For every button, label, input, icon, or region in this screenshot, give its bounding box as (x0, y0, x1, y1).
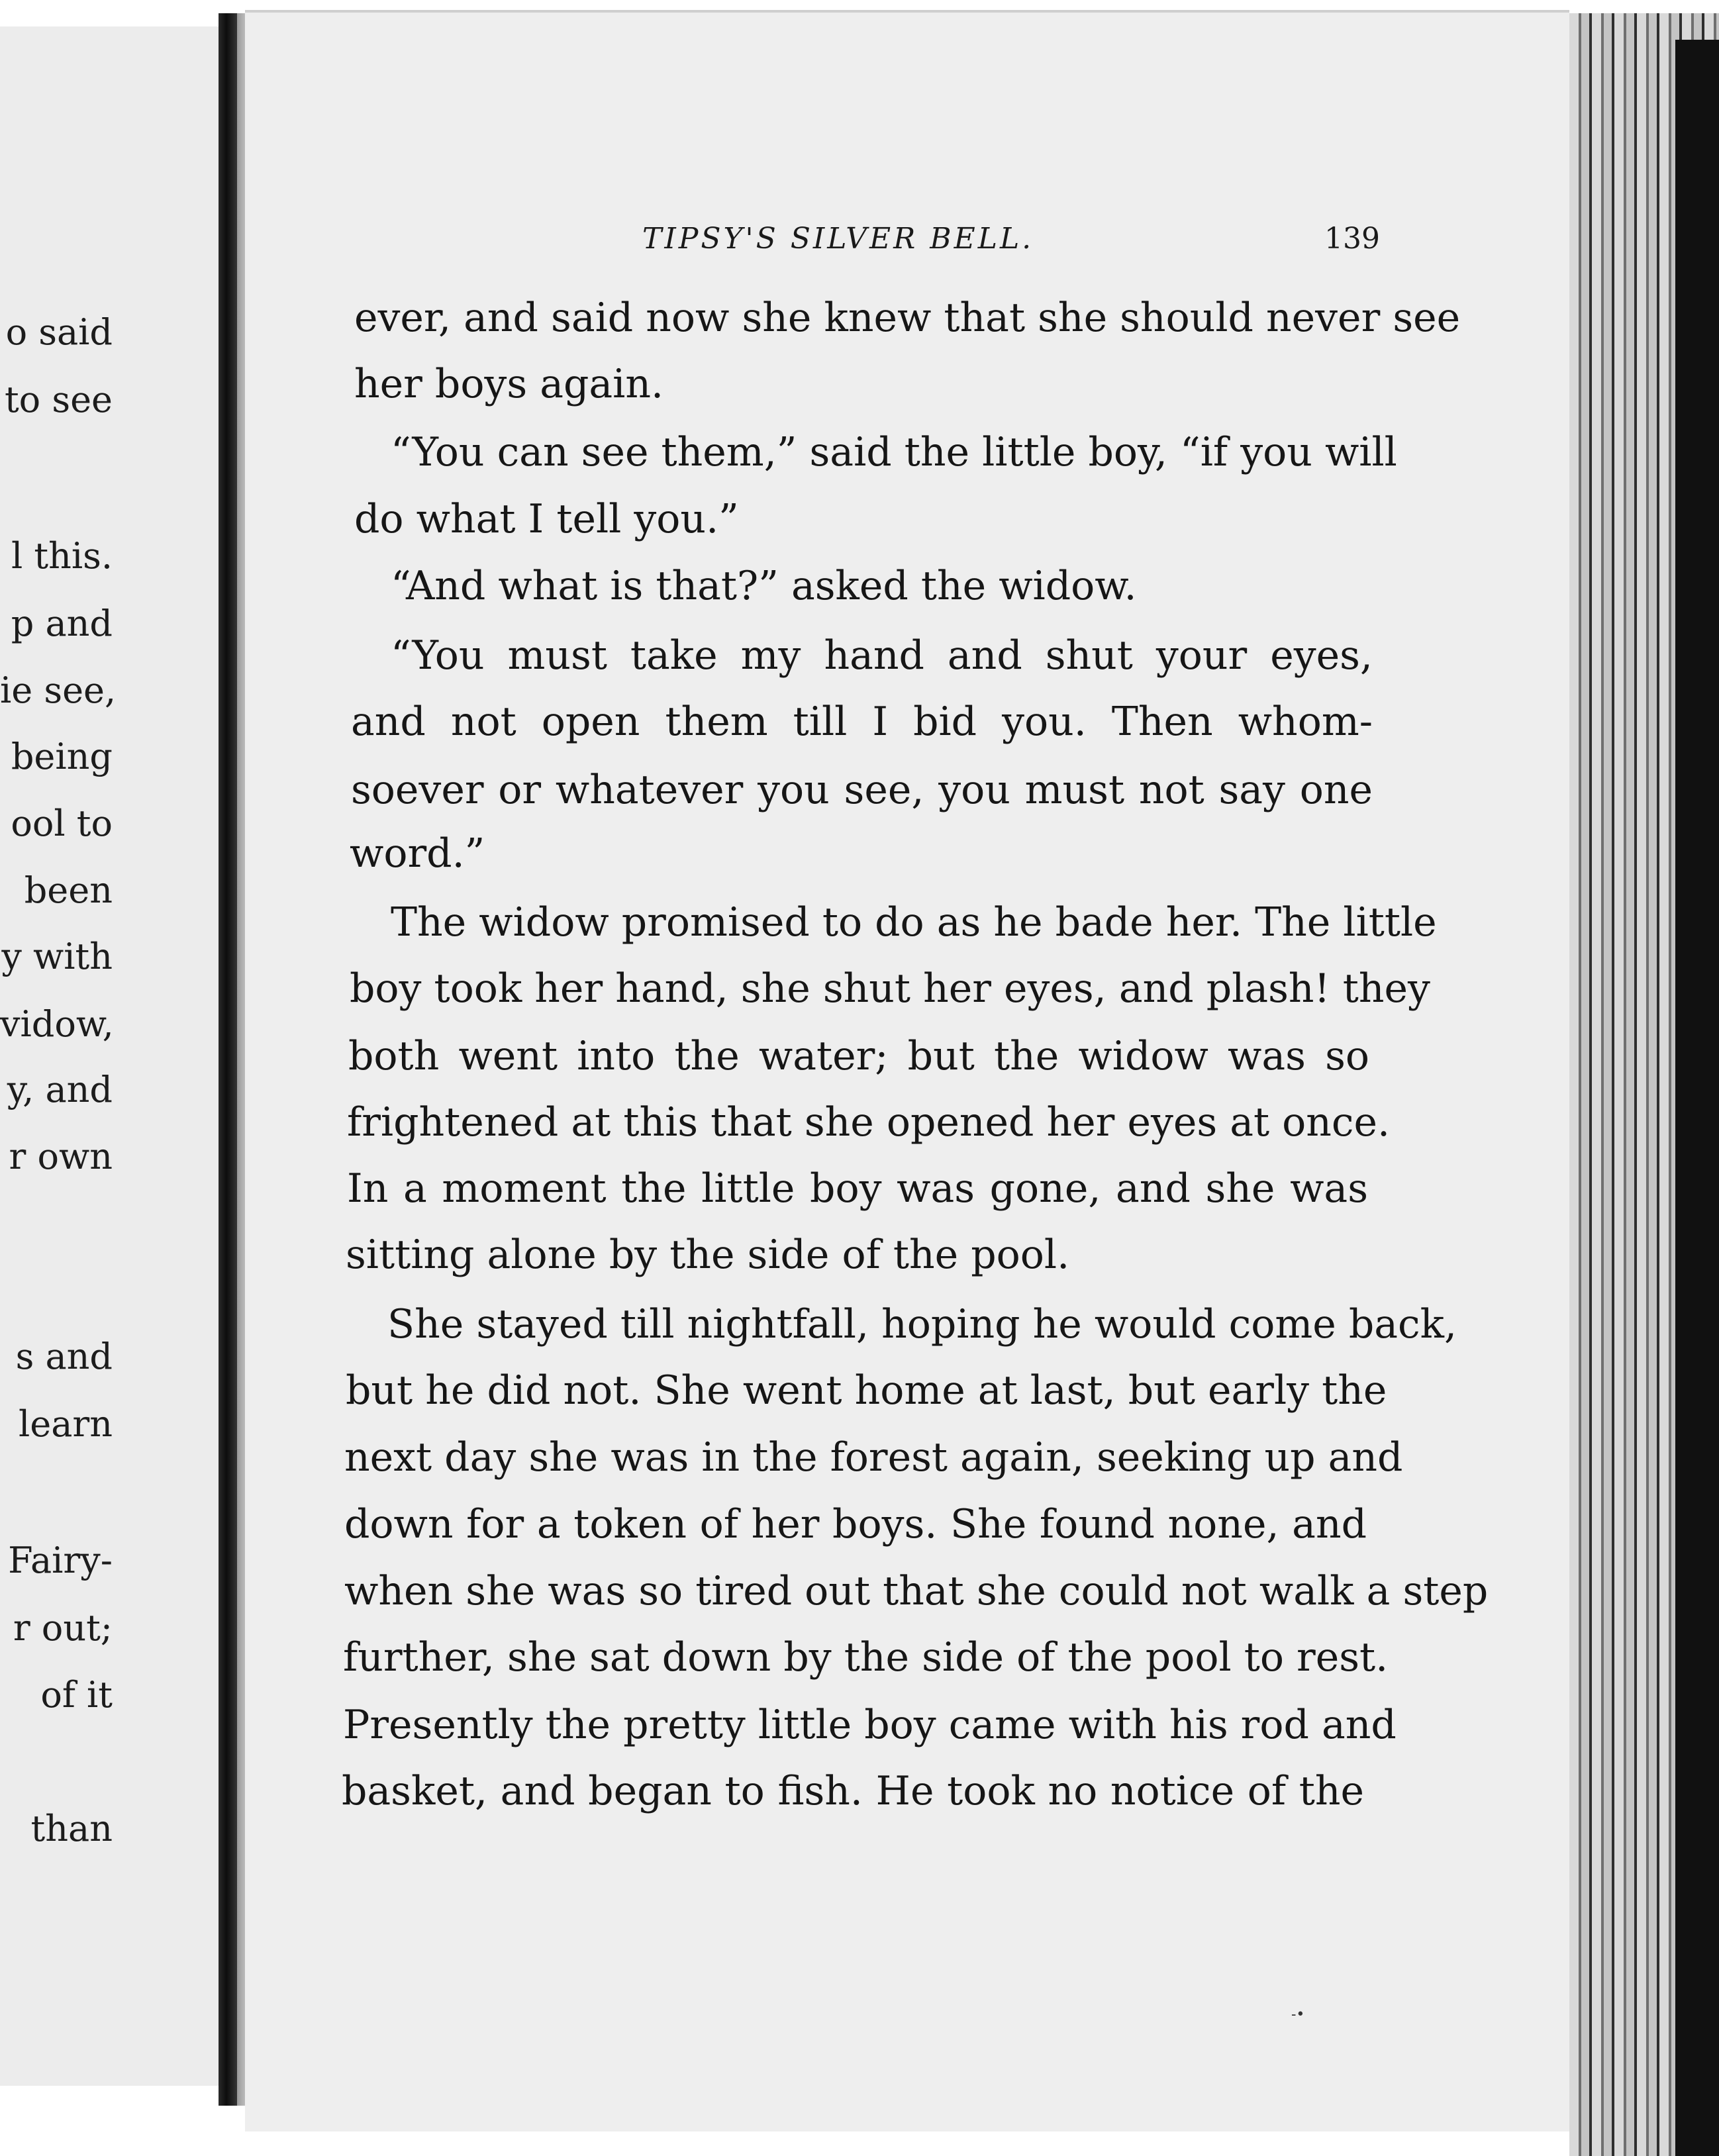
text-line: but he did not. She went home at last, but early the (346, 1367, 1387, 1414)
text-line: basket, and began to fish. He took no notice of the (342, 1768, 1364, 1814)
left-line: been (24, 869, 113, 911)
text-line: sitting alone by the side of the pool. (346, 1232, 1070, 1278)
printer-mark: -• (1291, 2006, 1305, 2023)
left-line: s and (15, 1336, 113, 1377)
left-line: y with (1, 936, 113, 977)
left-line: than (30, 1808, 113, 1849)
left-line: y, and (7, 1069, 113, 1110)
text-line: do what I tell you.” (354, 496, 739, 542)
left-line: learn (18, 1403, 113, 1445)
text-line: soever or whatever you see, you must not say one (351, 767, 1373, 813)
left-page (0, 26, 232, 2086)
left-line: vidow, (0, 1003, 114, 1045)
cover-edge (1675, 40, 1719, 2156)
left-line: Fairy- (8, 1540, 113, 1581)
text-line: “You can see them,” said the little boy, “if you will (391, 429, 1397, 475)
left-line: being (11, 736, 113, 777)
text-line: word.” (350, 830, 485, 877)
left-line: r own (9, 1136, 113, 1177)
text-line: The widow promised to do as he bade her. The little (391, 899, 1437, 946)
text-line: Presently the pretty little boy came with his rod and (343, 1702, 1397, 1748)
page-number: 139 (1324, 222, 1380, 256)
text-line: “And what is that?” asked the widow. (391, 563, 1137, 609)
text-line: and not open them till I bid you. Then whom- (351, 699, 1373, 745)
left-line: to see (4, 379, 113, 420)
text-line: next day she was in the forest again, seeking up and (344, 1434, 1403, 1481)
running-head: TIPSY'S SILVER BELL. (642, 222, 1034, 256)
text-line: frightened at this that she opened her eyes at once. (347, 1099, 1391, 1146)
text-line: further, she sat down by the side of the pool to rest. (343, 1634, 1389, 1681)
left-page-text (0, 26, 232, 2086)
text-line: both went into the water; but the widow was so (348, 1033, 1369, 1079)
text-line: down for a token of her boys. She found none, and (344, 1501, 1367, 1547)
left-line: ool to (11, 803, 113, 844)
text-line: In a moment the little boy was gone, and she was (347, 1165, 1368, 1212)
text-line: She stayed till nightfall, hoping he would come back, (387, 1301, 1457, 1348)
text-line: “You must take my hand and shut your eyes, (391, 632, 1373, 679)
text-line: ever, and said now she knew that she should never see (354, 295, 1461, 341)
text-line: when she was so tired out that she could not walk a step (344, 1568, 1489, 1614)
text-line: her boys again. (354, 361, 664, 407)
left-line: o said (5, 311, 113, 353)
left-line: ie see, (0, 669, 117, 711)
left-line: of it (40, 1674, 113, 1716)
left-line: p and (11, 603, 113, 644)
book-gutter (219, 13, 238, 2106)
text-line: boy took her hand, she shut her eyes, and plash! they (350, 965, 1430, 1012)
left-line: r out; (13, 1607, 113, 1649)
left-line: l this. (11, 535, 113, 577)
